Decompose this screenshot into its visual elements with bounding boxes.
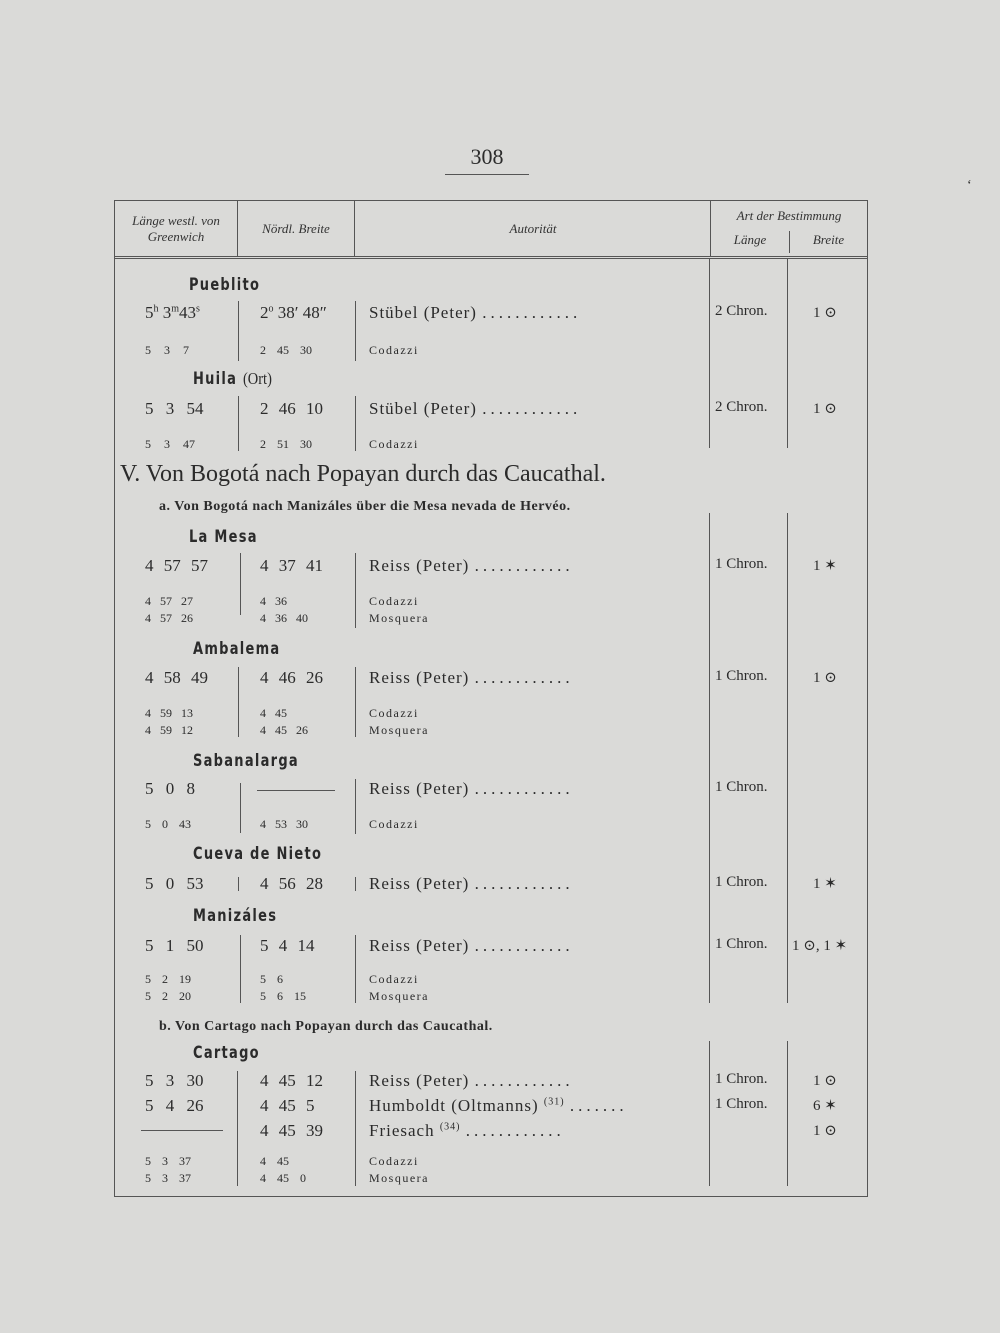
place-huila: Huila (Ort) — [193, 369, 272, 389]
method-longitude: 2 Chron. — [715, 399, 768, 415]
table-header — [115, 201, 867, 259]
longitude: 5 0 8 — [145, 779, 195, 798]
table-row — [115, 817, 867, 841]
longitude: 5 4 26 — [145, 1096, 204, 1115]
method-longitude: 1 Chron. — [715, 936, 768, 952]
authority: Mosquera — [369, 611, 429, 625]
longitude: 5 3 30 — [145, 1071, 204, 1090]
authority: Reiss (Peter) ............ — [369, 936, 574, 955]
method-longitude: 1 Chron. — [715, 1071, 768, 1087]
method-longitude: 2 Chron. — [715, 303, 768, 319]
method-longitude: 1 Chron. — [715, 668, 768, 684]
header-longitude: Länge westl. von Greenwich — [132, 212, 220, 244]
authority: Stübel (Peter) ............ — [369, 399, 582, 418]
method-latitude: 1 ✶ — [813, 876, 837, 892]
latitude: 4 45 0 — [260, 1171, 306, 1185]
authority: Codazzi — [369, 343, 419, 357]
latitude: 4 53 30 — [260, 817, 308, 831]
table-row — [115, 437, 867, 461]
longitude: 4 58 49 — [145, 668, 208, 687]
method-latitude: 1 ⊙ — [813, 401, 837, 417]
authority: Mosquera — [369, 723, 429, 737]
page-number: 308 — [445, 144, 529, 175]
longitude: 5 1 50 — [145, 936, 204, 955]
longitude: 4 57 27 — [145, 594, 193, 608]
footnote-ref: (31) — [543, 1096, 565, 1108]
latitude: 4 45 12 — [260, 1071, 323, 1090]
header-method-latitude: Breite — [812, 232, 845, 247]
authority: Mosquera — [369, 989, 429, 1003]
method-latitude: 6 ✶ — [813, 1098, 837, 1114]
table-row — [115, 303, 867, 327]
longitude: 4 57 57 — [145, 556, 208, 575]
method-longitude: 1 Chron. — [715, 874, 768, 890]
latitude: 5 6 — [260, 972, 283, 986]
longitude: 5 3 54 — [145, 399, 204, 418]
table-row — [115, 1171, 867, 1195]
method-latitude: 1 ⊙, 1 ✶ — [792, 938, 848, 954]
section-heading-v: V. Von Bogotá nach Popayan durch das Caucathal. — [120, 461, 606, 487]
latitude: 2$^o$ 38′ 48″ — [260, 303, 327, 322]
latitude: 2 45 30 — [260, 343, 312, 357]
latitude: 4 56 28 — [260, 874, 323, 893]
header-method: Art der Bestimmung — [736, 208, 842, 223]
latitude: 4 36 — [260, 594, 287, 608]
table-row — [115, 989, 867, 1013]
latitude: 4 45 — [260, 1154, 289, 1168]
method-longitude: 1 Chron. — [715, 556, 768, 572]
longitude: 5 0 43 — [145, 817, 191, 831]
coordinates-table — [114, 200, 868, 1197]
latitude: 4 46 26 — [260, 668, 323, 687]
latitude: 4 37 41 — [260, 556, 323, 575]
longitude: 5 3 37 — [145, 1171, 191, 1185]
header-latitude: Nördl. Breite — [262, 220, 330, 236]
table-row — [115, 343, 867, 367]
place-cartago: Cartago — [193, 1043, 260, 1063]
latitude: 4 45 39 — [260, 1121, 323, 1140]
header-method-longitude: Länge — [733, 232, 767, 247]
authority: Codazzi — [369, 594, 419, 608]
authority: Friesach $^{(34)}$ ............ — [369, 1121, 565, 1140]
place-cueva-de-nieto: Cueva de Nieto — [193, 844, 323, 864]
footnote-ref: (34) — [439, 1121, 461, 1133]
longitude: 5 2 20 — [145, 989, 191, 1003]
method-longitude: 1 Chron. — [715, 779, 768, 795]
subsection-heading-b: b. Von Cartago nach Popayan durch das Caucathal. — [159, 1019, 493, 1034]
latitude: 5 6 15 — [260, 989, 306, 1003]
place-manizales: Manizáles — [193, 906, 278, 926]
table-row — [115, 611, 867, 635]
latitude: 5 4 14 — [260, 936, 315, 955]
method-longitude: 1 Chron. — [715, 1096, 768, 1112]
place-la-mesa: La Mesa — [189, 527, 258, 547]
authority: Reiss (Peter) ............ — [369, 556, 574, 575]
table-row — [115, 1071, 867, 1095]
authority: Codazzi — [369, 706, 419, 720]
method-latitude: 1 ⊙ — [813, 1073, 837, 1089]
place-pueblito: Pueblito — [189, 275, 261, 295]
table-row — [115, 1121, 867, 1145]
latitude: 4 45 26 — [260, 723, 308, 737]
method-latitude: 1 ⊙ — [813, 1123, 837, 1139]
longitude: 5 3 7 — [145, 343, 189, 357]
authority: Reiss (Peter) ............ — [369, 874, 574, 893]
table-row — [115, 723, 867, 747]
margin-mark: ʻ — [967, 178, 972, 193]
longitude: 4 59 12 — [145, 723, 193, 737]
authority: Codazzi — [369, 1154, 419, 1168]
table-row — [115, 668, 867, 692]
method-latitude: 1 ✶ — [813, 558, 837, 574]
longitude: 4 59 13 — [145, 706, 193, 720]
authority: Reiss (Peter) ............ — [369, 668, 574, 687]
table-row — [115, 399, 867, 423]
latitude: 4 45 5 — [260, 1096, 315, 1115]
authority: Reiss (Peter) ............ — [369, 779, 574, 798]
longitude: 4 57 26 — [145, 611, 193, 625]
table-row — [115, 556, 867, 580]
longitude: 5$^h$ 3$^m$43$^s$ — [145, 303, 200, 322]
latitude-missing-dash — [257, 790, 335, 791]
latitude: 4 36 40 — [260, 611, 308, 625]
longitude: 5 3 37 — [145, 1154, 191, 1168]
place-ambalema: Ambalema — [193, 639, 281, 659]
authority: Reiss (Peter) ............ — [369, 1071, 574, 1090]
table-row — [115, 874, 867, 898]
longitude: 5 0 53 — [145, 874, 204, 893]
latitude: 2 51 30 — [260, 437, 312, 451]
table-row — [115, 1096, 867, 1120]
authority: Codazzi — [369, 437, 419, 451]
header-authority: Autorität — [509, 220, 557, 236]
longitude: 5 2 19 — [145, 972, 191, 986]
method-latitude: 1 ⊙ — [813, 670, 837, 686]
authority: Stübel (Peter) ............ — [369, 303, 582, 322]
table-row — [115, 936, 867, 960]
authority: Codazzi — [369, 817, 419, 831]
authority: Mosquera — [369, 1171, 429, 1185]
method-latitude: 1 ⊙ — [813, 305, 837, 321]
longitude: 5 3 47 — [145, 437, 195, 451]
place-sabanalarga: Sabanalarga — [193, 751, 299, 771]
latitude: 2 46 10 — [260, 399, 323, 418]
latitude: 4 45 — [260, 706, 287, 720]
authority: Codazzi — [369, 972, 419, 986]
authority: Humboldt (Oltmanns) $^{(31)}$ ....... — [369, 1096, 628, 1115]
table-row — [115, 779, 867, 803]
subsection-heading-a: a. Von Bogotá nach Manizáles über die Mesa nevada de Hervéo. — [159, 499, 571, 514]
